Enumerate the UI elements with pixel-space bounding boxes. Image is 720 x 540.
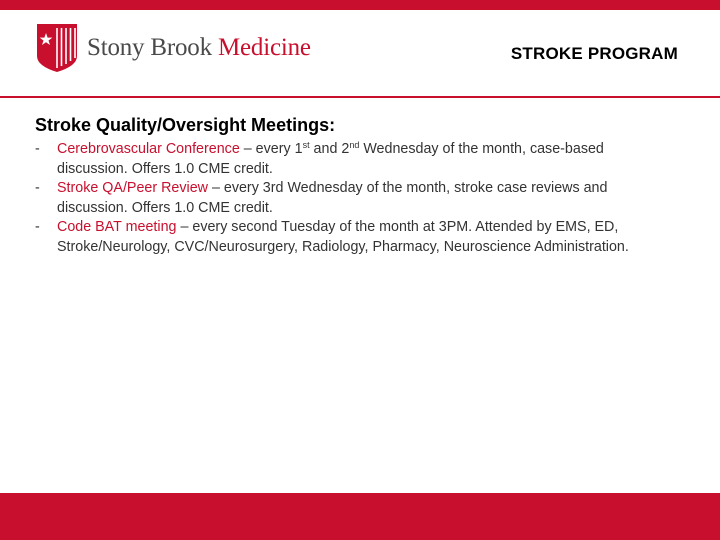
meeting-name: Stroke QA/Peer Review xyxy=(57,180,208,196)
bottom-footer-bar xyxy=(0,493,720,540)
meeting-detail-part: – every 1 xyxy=(239,141,303,157)
program-title: STROKE PROGRAM xyxy=(510,44,678,63)
bullet-dash: - xyxy=(35,219,40,235)
ordinal-suffix: nd xyxy=(349,140,360,150)
stony-brook-medicine-logo xyxy=(35,22,311,74)
meeting-name: Code BAT meeting xyxy=(57,219,177,235)
meeting-detail-part: Wednesday of the month, case-based discussion. Offers 1.0 CME credit. xyxy=(57,141,604,177)
section-heading: Stroke Quality/Oversight Meetings: xyxy=(35,115,336,135)
brand-suffix: Medicine xyxy=(217,34,311,61)
brand-wordmark xyxy=(87,34,311,62)
top-accent-bar xyxy=(0,0,720,10)
list-item xyxy=(35,140,645,179)
meeting-detail: – every second Tuesday of the month at 3PM. Attended by EMS, ED, Stroke/Neurology, CVC/Neurosurgery, Radiology, Pharmacy, Neuroscience Administration. xyxy=(57,219,629,255)
star-shield-icon xyxy=(35,22,79,74)
ordinal-suffix: st xyxy=(302,140,310,150)
meetings-list xyxy=(35,140,645,257)
bullet-dash: - xyxy=(35,141,40,157)
meeting-detail: – every 3rd Wednesday of the month, stroke case reviews and discussion. Offers 1.0 CME credit. xyxy=(57,180,608,216)
header-divider xyxy=(0,96,720,98)
meeting-name: Cerebrovascular Conference xyxy=(57,141,240,157)
brand-prefix: Stony Brook xyxy=(87,34,212,61)
meeting-detail-part: and 2 xyxy=(309,141,350,157)
bullet-dash: - xyxy=(35,180,40,196)
list-item xyxy=(35,218,645,257)
list-item xyxy=(35,179,645,218)
